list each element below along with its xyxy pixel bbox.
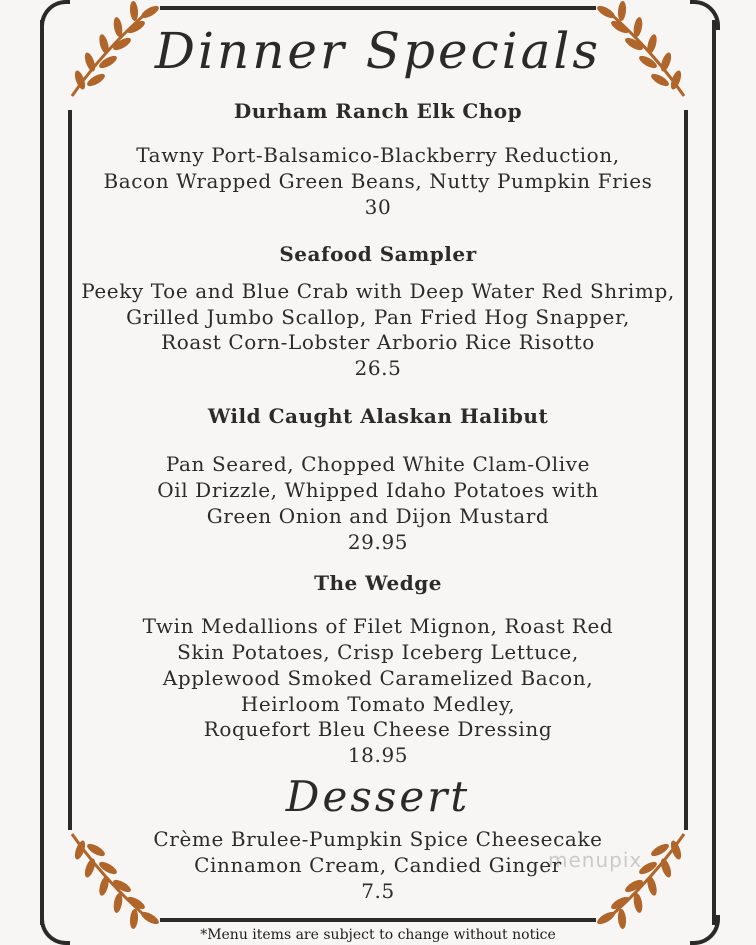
menu-item-price: 26.5 — [354, 356, 402, 380]
dessert-price: 7.5 — [361, 879, 395, 903]
menu-item-description: Green Onion and Dijon Mustard — [206, 504, 550, 528]
menu-item-description: Heirloom Tomato Medley, — [240, 692, 516, 716]
menu-item-name: Seafood Sampler — [279, 242, 477, 266]
menu-item-description: Bacon Wrapped Green Beans, Nutty Pumpkin Fries — [103, 169, 653, 193]
menu-item-description: Applewood Smoked Caramelized Bacon, — [162, 666, 594, 690]
menu-item-description: Peeky Toe and Blue Crab with Deep Water Red Shrimp, — [81, 279, 675, 303]
menu-item-description: Pan Seared, Chopped White Clam-Olive — [165, 452, 591, 476]
menu-item-price: 30 — [364, 195, 392, 219]
dessert-description: Crème Brulee-Pumpkin Spice Cheesecake — [153, 827, 603, 851]
menu-item-name: Durham Ranch Elk Chop — [233, 99, 523, 123]
page-title: Dinner Specials — [154, 22, 602, 80]
footer-note: *Menu items are subject to change without notice — [200, 927, 556, 943]
menu-item-name: The Wedge — [314, 571, 442, 595]
dessert-description: Cinnamon Cream, Candied Ginger — [194, 853, 562, 877]
watermark: menupix — [548, 848, 643, 872]
border-top — [160, 6, 596, 10]
menu-item-price: 18.95 — [347, 743, 409, 767]
menu-item-description: Grilled Jumbo Scallop, Pan Fried Hog Snapper, — [126, 305, 630, 329]
menu-item-description: Oil Drizzle, Whipped Idaho Potatoes with — [157, 478, 599, 502]
menu-item-price: 29.95 — [347, 530, 409, 554]
menu-item-description: Roquefort Bleu Cheese Dressing — [203, 717, 553, 741]
border-bottom — [160, 918, 596, 922]
menu-item-name: Wild Caught Alaskan Halibut — [207, 404, 549, 428]
menu-item-description: Skin Potatoes, Crisp Iceberg Lettuce, — [177, 640, 579, 664]
menu-item-description: Tawny Port-Balsamico-Blackberry Reduction, — [136, 143, 620, 167]
menu-item-description: Twin Medallions of Filet Mignon, Roast Red — [142, 614, 614, 638]
dessert-title: Dessert — [285, 772, 471, 821]
menu-item-description: Roast Corn-Lobster Arborio Rice Risotto — [161, 330, 595, 354]
